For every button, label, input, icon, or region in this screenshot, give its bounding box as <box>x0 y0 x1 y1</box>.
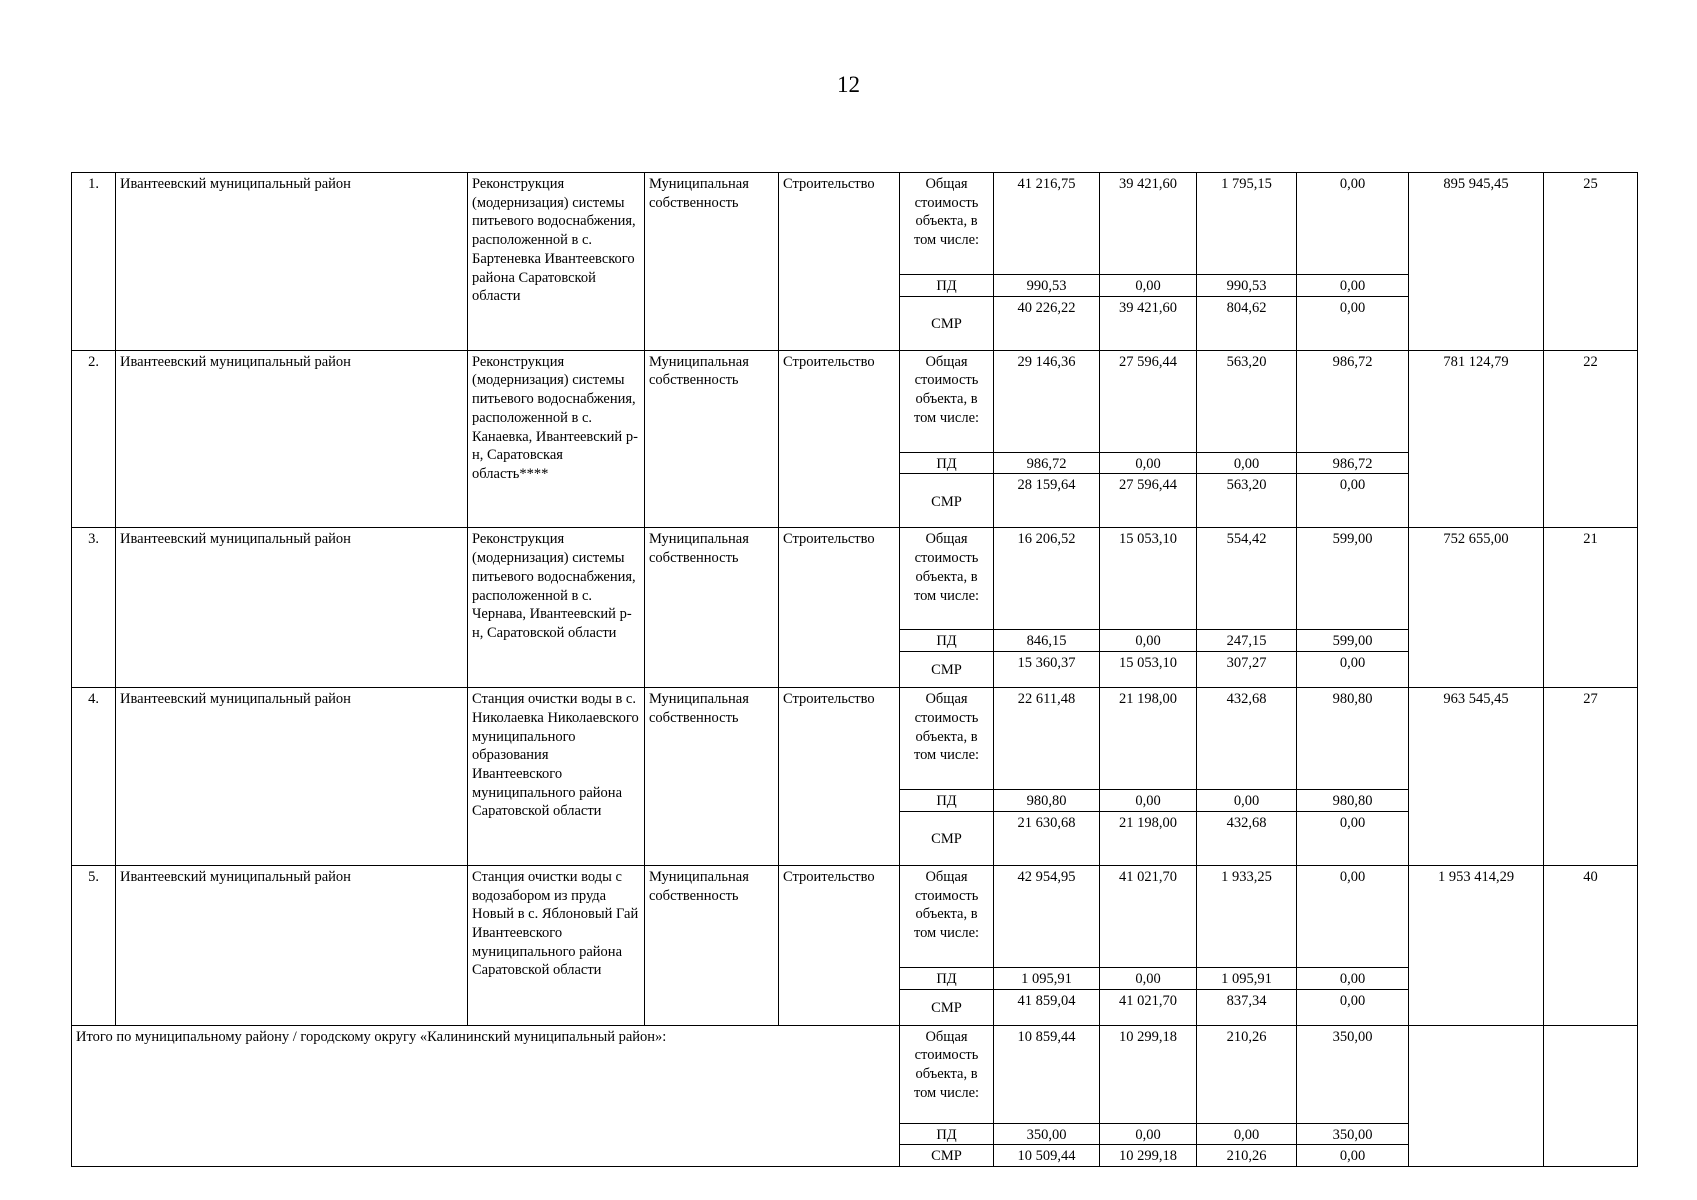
value-total: 16 206,52 <box>994 528 1100 630</box>
value-total: 846,15 <box>994 630 1100 652</box>
value-local: 350,00 <box>1297 1025 1409 1123</box>
value-total: 986,72 <box>994 452 1100 474</box>
cost-label-pd: ПД <box>900 1123 994 1145</box>
value-total: 350,00 <box>994 1123 1100 1145</box>
value-regional: 0,00 <box>1197 790 1297 812</box>
value-total: 1 095,91 <box>994 967 1100 989</box>
value-total: 990,53 <box>994 275 1100 297</box>
cost-label-pd: ПД <box>900 790 994 812</box>
work-type: Строительство <box>779 350 900 528</box>
value-total: 980,80 <box>994 790 1100 812</box>
value-regional: 247,15 <box>1197 630 1297 652</box>
table-row <box>72 350 1638 452</box>
value-federal: 39 421,60 <box>1100 296 1197 350</box>
term-value: 27 <box>1544 688 1638 866</box>
value-federal: 0,00 <box>1100 790 1197 812</box>
term-value: 40 <box>1544 865 1638 1025</box>
district-name: Ивантеевский муниципальный район <box>116 350 468 528</box>
value-regional: 432,68 <box>1197 688 1297 790</box>
value-federal: 27 596,44 <box>1100 350 1197 452</box>
value-local: 0,00 <box>1297 1145 1409 1167</box>
value-local: 0,00 <box>1297 811 1409 865</box>
value-regional: 210,26 <box>1197 1145 1297 1167</box>
power-value <box>1409 1025 1544 1166</box>
cost-label-smr: СМР <box>900 296 994 350</box>
work-type: Строительство <box>779 688 900 866</box>
value-local: 980,80 <box>1297 790 1409 812</box>
value-local: 0,00 <box>1297 652 1409 688</box>
power-value: 895 945,45 <box>1409 173 1544 351</box>
value-federal: 41 021,70 <box>1100 989 1197 1025</box>
district-name: Ивантеевский муниципальный район <box>116 173 468 351</box>
value-total: 41 859,04 <box>994 989 1100 1025</box>
row-number: 5. <box>72 865 116 1025</box>
value-federal: 0,00 <box>1100 967 1197 989</box>
table-row <box>72 528 1638 630</box>
cost-label-total: Общая стоимость объекта, в том числе: <box>900 688 994 790</box>
value-federal: 39 421,60 <box>1100 173 1197 275</box>
value-regional: 0,00 <box>1197 452 1297 474</box>
work-type: Строительство <box>779 865 900 1025</box>
value-regional: 0,00 <box>1197 1123 1297 1145</box>
summary-row <box>72 1025 1638 1123</box>
value-federal: 27 596,44 <box>1100 474 1197 528</box>
value-regional: 554,42 <box>1197 528 1297 630</box>
value-total: 40 226,22 <box>994 296 1100 350</box>
value-federal: 41 021,70 <box>1100 865 1197 967</box>
value-local: 0,00 <box>1297 474 1409 528</box>
cost-label-total: Общая стоимость объекта, в том числе: <box>900 1025 994 1123</box>
cost-label-total: Общая стоимость объекта, в том числе: <box>900 350 994 452</box>
value-regional: 210,26 <box>1197 1025 1297 1123</box>
table-row <box>72 173 1638 275</box>
district-name: Ивантеевский муниципальный район <box>116 688 468 866</box>
work-type: Строительство <box>779 528 900 688</box>
table-row <box>72 688 1638 790</box>
value-local: 980,80 <box>1297 688 1409 790</box>
value-regional: 1 933,25 <box>1197 865 1297 967</box>
cost-label-smr: СМР <box>900 811 994 865</box>
value-federal: 0,00 <box>1100 630 1197 652</box>
work-type: Строительство <box>779 173 900 351</box>
value-regional: 837,34 <box>1197 989 1297 1025</box>
value-local: 599,00 <box>1297 630 1409 652</box>
value-federal: 10 299,18 <box>1100 1025 1197 1123</box>
cost-label-smr: СМР <box>900 989 994 1025</box>
power-value: 963 545,45 <box>1409 688 1544 866</box>
value-local: 0,00 <box>1297 296 1409 350</box>
ownership: Муниципальная собственность <box>645 528 779 688</box>
object-name: Станция очистки воды с водозабором из пруда Новый в с. Яблоновый Гай Ивантеевского муниципального района Саратовской области <box>468 865 645 1025</box>
value-regional: 432,68 <box>1197 811 1297 865</box>
value-local: 0,00 <box>1297 173 1409 275</box>
value-local: 986,72 <box>1297 452 1409 474</box>
object-name: Реконструкция (модернизация) системы питьевого водоснабжения, расположенной в с. Чернава, Ивантеевский р-н, Саратовской области <box>468 528 645 688</box>
value-local: 986,72 <box>1297 350 1409 452</box>
value-total: 42 954,95 <box>994 865 1100 967</box>
term-value: 21 <box>1544 528 1638 688</box>
value-local: 350,00 <box>1297 1123 1409 1145</box>
value-total: 10 859,44 <box>994 1025 1100 1123</box>
value-total: 22 611,48 <box>994 688 1100 790</box>
row-number: 3. <box>72 528 116 688</box>
value-total: 21 630,68 <box>994 811 1100 865</box>
row-number: 4. <box>72 688 116 866</box>
value-regional: 307,27 <box>1197 652 1297 688</box>
ownership: Муниципальная собственность <box>645 865 779 1025</box>
cost-label-pd: ПД <box>900 967 994 989</box>
investment-table <box>71 172 1638 1167</box>
object-name: Станция очистки воды в с. Николаевка Николаевского муниципального образования Ивантеевского муниципального района Саратовской области <box>468 688 645 866</box>
value-regional: 990,53 <box>1197 275 1297 297</box>
value-regional: 563,20 <box>1197 474 1297 528</box>
value-regional: 1 095,91 <box>1197 967 1297 989</box>
value-federal: 0,00 <box>1100 1123 1197 1145</box>
value-federal: 15 053,10 <box>1100 528 1197 630</box>
value-regional: 1 795,15 <box>1197 173 1297 275</box>
value-local: 0,00 <box>1297 967 1409 989</box>
value-total: 41 216,75 <box>994 173 1100 275</box>
table-row <box>72 865 1638 967</box>
ownership: Муниципальная собственность <box>645 688 779 866</box>
value-federal: 0,00 <box>1100 275 1197 297</box>
value-federal: 0,00 <box>1100 452 1197 474</box>
cost-label-total: Общая стоимость объекта, в том числе: <box>900 528 994 630</box>
ownership: Муниципальная собственность <box>645 173 779 351</box>
term-value: 22 <box>1544 350 1638 528</box>
cost-label-smr: СМР <box>900 652 994 688</box>
cost-label-pd: ПД <box>900 275 994 297</box>
value-federal: 15 053,10 <box>1100 652 1197 688</box>
power-value: 781 124,79 <box>1409 350 1544 528</box>
value-total: 10 509,44 <box>994 1145 1100 1167</box>
power-value: 1 953 414,29 <box>1409 865 1544 1025</box>
page-number: 12 <box>837 72 860 97</box>
row-number: 2. <box>72 350 116 528</box>
value-local: 0,00 <box>1297 989 1409 1025</box>
value-total: 28 159,64 <box>994 474 1100 528</box>
value-federal: 10 299,18 <box>1100 1145 1197 1167</box>
power-value: 752 655,00 <box>1409 528 1544 688</box>
value-local: 599,00 <box>1297 528 1409 630</box>
term-value: 25 <box>1544 173 1638 351</box>
ownership: Муниципальная собственность <box>645 350 779 528</box>
value-federal: 21 198,00 <box>1100 811 1197 865</box>
value-local: 0,00 <box>1297 275 1409 297</box>
cost-label-smr: СМР <box>900 1145 994 1167</box>
cost-label-smr: СМР <box>900 474 994 528</box>
value-regional: 804,62 <box>1197 296 1297 350</box>
cost-label-pd: ПД <box>900 630 994 652</box>
cost-label-total: Общая стоимость объекта, в том числе: <box>900 173 994 275</box>
value-regional: 563,20 <box>1197 350 1297 452</box>
row-number: 1. <box>72 173 116 351</box>
value-total: 15 360,37 <box>994 652 1100 688</box>
object-name: Реконструкция (модернизация) системы питьевого водоснабжения, расположенной в с. Бартеневка Ивантеевского района Саратовской области <box>468 173 645 351</box>
cost-label-total: Общая стоимость объекта, в том числе: <box>900 865 994 967</box>
value-local: 0,00 <box>1297 865 1409 967</box>
value-federal: 21 198,00 <box>1100 688 1197 790</box>
term-value <box>1544 1025 1638 1166</box>
cost-label-pd: ПД <box>900 452 994 474</box>
district-name: Ивантеевский муниципальный район <box>116 528 468 688</box>
district-name: Ивантеевский муниципальный район <box>116 865 468 1025</box>
value-total: 29 146,36 <box>994 350 1100 452</box>
object-name: Реконструкция (модернизация) системы питьевого водоснабжения, расположенной в с. Канаевка, Ивантеевский р-н, Саратовская область**** <box>468 350 645 528</box>
summary-label: Итого по муниципальному району / городскому округу «Калининский муниципальный район»: <box>72 1025 900 1166</box>
